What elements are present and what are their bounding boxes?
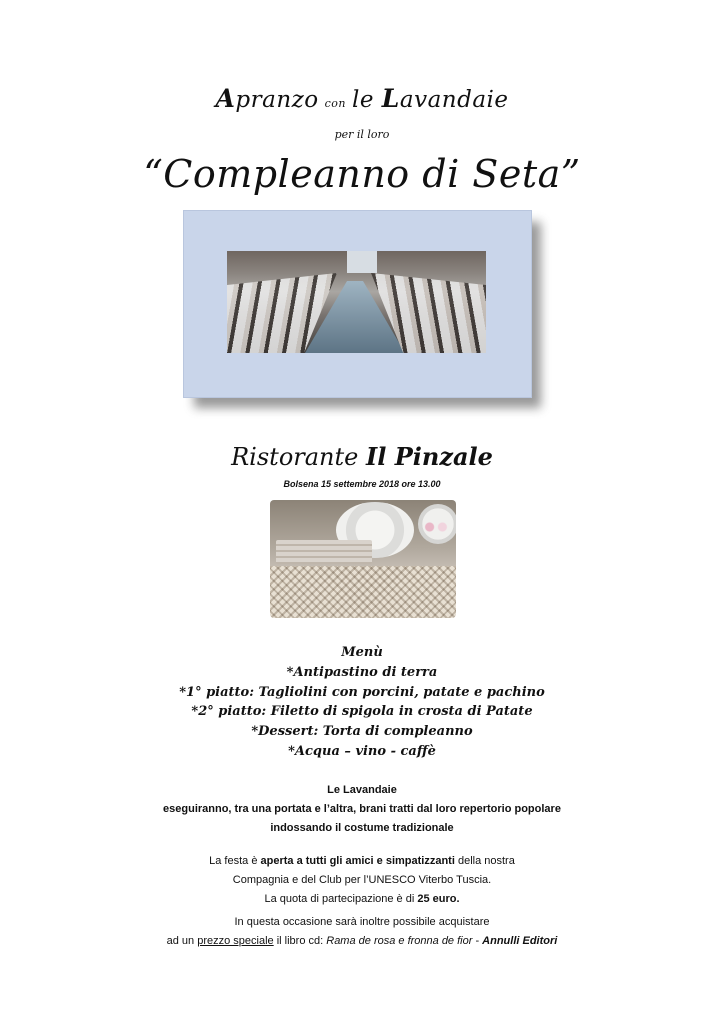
festa-line	[0, 852, 724, 871]
book-title: Rama de rosa e fronna de fior	[326, 935, 473, 947]
menu-item: *2° piatto: Filetto di spigola in crosta di Patate	[191, 704, 533, 720]
title-initial-l: L	[381, 84, 400, 113]
photo-lace-tablecloth	[270, 566, 456, 618]
title-word-pranzo: pranzo	[235, 87, 319, 113]
festa-text: La festa è	[209, 855, 261, 867]
title-word-avandaie: avandaie	[399, 87, 509, 113]
lavandaie-paragraph	[0, 781, 724, 838]
book-text: il libro cd:	[273, 935, 327, 947]
festa-paragraph	[0, 852, 724, 909]
title-line-2: per il loro	[334, 128, 390, 141]
book-text: -	[472, 935, 483, 947]
photo-sky	[347, 251, 377, 273]
menu-item: *Acqua – vino - caffè	[288, 743, 436, 759]
book-line: In questa occasione sarà inoltre possibile acquistare	[234, 916, 490, 928]
lavandaie-photo	[227, 251, 486, 353]
festa-text: La quota di partecipazione è di	[264, 893, 418, 905]
book-paragraph	[0, 913, 724, 951]
book-text: ad un	[166, 935, 198, 947]
title-word-con: con	[324, 97, 346, 110]
lavandaie-line: eseguiranno, tra una portata e l’altra, brani tratti dal loro repertorio popolare	[163, 803, 561, 815]
photo-flowers	[420, 520, 452, 534]
photo-napkins	[276, 540, 372, 564]
menu-item: *1° piatto: Tagliolini con porcini, patate e pachino	[179, 684, 545, 700]
menu-item: *Antipastino di terra	[286, 664, 438, 680]
festa-text: della nostra	[454, 855, 515, 867]
lavandaie-line: Le Lavandaie	[327, 784, 397, 796]
lavandaie-line: indossando il costume tradizionale	[270, 822, 454, 834]
event-date: Bolsena 15 settembre 2018 ore 13.00	[283, 479, 441, 489]
title-initial-a: A	[215, 84, 236, 113]
restaurant-prefix: Ristorante	[231, 443, 359, 471]
menu-section	[0, 643, 724, 762]
restaurant-title	[0, 442, 724, 471]
festa-line	[0, 890, 724, 909]
menu-item: *Dessert: Torta di compleanno	[251, 724, 473, 740]
title-line-3: “Compleanno di Seta”	[143, 152, 581, 196]
special-price-text: prezzo speciale	[197, 935, 274, 947]
book-line	[0, 932, 724, 951]
festa-highlight: aperta a tutti gli amici e simpatizzanti	[260, 855, 455, 867]
publisher: Annulli Editori	[482, 935, 558, 947]
festa-line: Compagnia e del Club per l’UNESCO Viterbo Tuscia.	[232, 874, 492, 886]
title-word-le: le	[352, 87, 374, 113]
menu-title: Menù	[341, 645, 383, 660]
table-setting-photo	[270, 500, 456, 618]
festa-price: 25 euro.	[417, 893, 460, 905]
restaurant-name: Il Pinzale	[366, 442, 493, 471]
title-line-1	[0, 84, 724, 113]
